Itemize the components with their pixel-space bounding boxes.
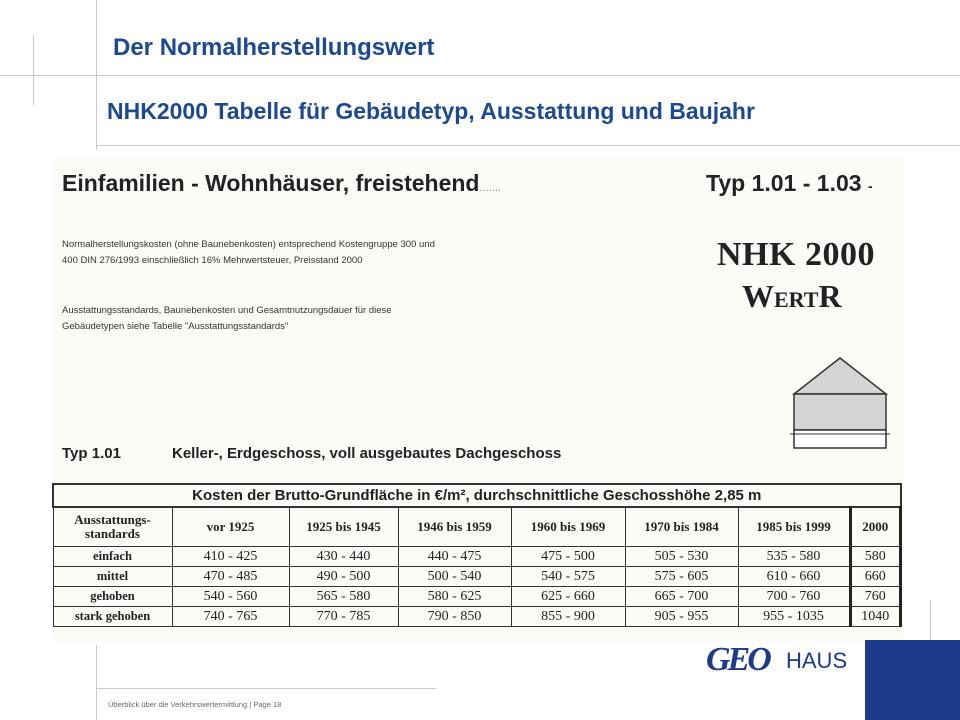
guide-line-top-vertical-left bbox=[33, 35, 34, 105]
cell: 475 - 500 bbox=[511, 547, 625, 567]
typ-row-description: Keller-, Erdgeschoss, voll ausgebautes Dachgeschoss bbox=[172, 445, 562, 462]
cell: 470 - 485 bbox=[172, 567, 289, 587]
table-row bbox=[53, 587, 901, 607]
header-col: 1946 bis 1959 bbox=[398, 507, 511, 547]
type-range bbox=[706, 170, 873, 197]
cell-2000: 580 bbox=[850, 547, 901, 567]
cell: 790 - 850 bbox=[398, 607, 511, 627]
cell: 625 - 660 bbox=[511, 587, 625, 607]
document-heading-text: Einfamilien - Wohnhäuser, freistehend bbox=[62, 170, 480, 196]
slide-subtitle: NHK2000 Tabelle für Gebäudetyp, Ausstattung und Baujahr bbox=[107, 98, 755, 124]
document-heading-dots: ....... bbox=[479, 182, 501, 194]
standards-note-line-1: Ausstattungsstandards, Baunebenkosten und Gesamtnutzungsdauer für diese bbox=[62, 305, 392, 316]
cell: 770 - 785 bbox=[289, 607, 398, 627]
guide-line-bottom-vertical bbox=[96, 645, 97, 720]
header-standards-line-1: Ausstattungs- bbox=[74, 512, 151, 527]
slide-footer: Überblick über die Verkehrswertermittlung | Page 18 bbox=[108, 700, 282, 709]
row-standard: einfach bbox=[53, 547, 172, 567]
table-header-row bbox=[53, 507, 901, 547]
header-standards-line-2: standards bbox=[85, 526, 140, 541]
wertr-w: W bbox=[742, 278, 774, 314]
cell-2000: 1040 bbox=[850, 607, 901, 627]
cell: 665 - 700 bbox=[625, 587, 738, 607]
cell: 540 - 560 bbox=[172, 587, 289, 607]
table-caption: Kosten der Brutto-Grundfläche in €/m², durchschnittliche Geschosshöhe 2,85 m bbox=[53, 484, 901, 507]
row-standard: mittel bbox=[53, 567, 172, 587]
cell-2000: 760 bbox=[850, 587, 901, 607]
cell: 505 - 530 bbox=[625, 547, 738, 567]
table-row bbox=[53, 607, 901, 627]
guide-line-mid-horizontal bbox=[96, 145, 960, 146]
scanned-document bbox=[52, 158, 904, 642]
row-standard: stark gehoben bbox=[53, 607, 172, 627]
cell: 580 - 625 bbox=[398, 587, 511, 607]
brand-color-block bbox=[865, 640, 960, 720]
cell: 575 - 605 bbox=[625, 567, 738, 587]
guide-line-top-horizontal bbox=[0, 75, 960, 76]
header-col: 1925 bis 1945 bbox=[289, 507, 398, 547]
cell: 440 - 475 bbox=[398, 547, 511, 567]
cost-description bbox=[62, 237, 582, 269]
cell: 855 - 900 bbox=[511, 607, 625, 627]
cell: 700 - 760 bbox=[738, 587, 850, 607]
cost-table bbox=[52, 483, 902, 627]
header-col: vor 1925 bbox=[172, 507, 289, 547]
wertr-label bbox=[742, 278, 842, 315]
cell: 500 - 540 bbox=[398, 567, 511, 587]
cell: 565 - 580 bbox=[289, 587, 398, 607]
cell: 535 - 580 bbox=[738, 547, 850, 567]
cell: 955 - 1035 bbox=[738, 607, 850, 627]
type-range-text: Typ 1.01 - 1.03 bbox=[706, 170, 862, 196]
cell: 610 - 660 bbox=[738, 567, 850, 587]
cell-2000: 660 bbox=[850, 567, 901, 587]
cost-description-line-2: 400 DIN 276/1993 einschließlich 16% Mehrwertsteuer, Preisstand 2000 bbox=[62, 255, 363, 266]
wertr-r: R bbox=[818, 278, 842, 314]
header-col: 1970 bis 1984 bbox=[625, 507, 738, 547]
cell: 410 - 425 bbox=[172, 547, 289, 567]
house-diagram-icon bbox=[790, 354, 890, 454]
wertr-ert: ERT bbox=[774, 287, 819, 312]
cell: 540 - 575 bbox=[511, 567, 625, 587]
type-range-suffix: - bbox=[867, 178, 873, 194]
header-col: 1960 bis 1969 bbox=[511, 507, 625, 547]
slide-title: Der Normalherstellungswert bbox=[113, 34, 435, 61]
cell: 490 - 500 bbox=[289, 567, 398, 587]
document-heading bbox=[62, 170, 501, 197]
standards-note-line-2: Gebäudetypen siehe Tabelle "Ausstattungsstandards" bbox=[62, 321, 289, 332]
geohaus-logo-mark: GEO bbox=[706, 641, 769, 678]
header-col: 1985 bis 1999 bbox=[738, 507, 850, 547]
table-row bbox=[53, 567, 901, 587]
row-standard: gehoben bbox=[53, 587, 172, 607]
table-caption-row bbox=[53, 484, 901, 507]
guide-line-bottom-horizontal bbox=[96, 688, 436, 689]
standards-note bbox=[62, 303, 582, 335]
cell: 740 - 765 bbox=[172, 607, 289, 627]
typ-row-code: Typ 1.01 bbox=[62, 445, 121, 462]
cell: 905 - 955 bbox=[625, 607, 738, 627]
nhk-label: NHK 2000 bbox=[717, 236, 875, 273]
table-row bbox=[53, 547, 901, 567]
guide-line-top-vertical bbox=[96, 0, 97, 150]
cost-description-line-1: Normalherstellungskosten (ohne Baunebenkosten) entsprechend Kostengruppe 300 und bbox=[62, 239, 435, 250]
cell: 430 - 440 bbox=[289, 547, 398, 567]
geohaus-logo-text: HAUS bbox=[786, 648, 848, 673]
header-standards bbox=[53, 507, 172, 547]
header-col-2000: 2000 bbox=[850, 507, 901, 547]
